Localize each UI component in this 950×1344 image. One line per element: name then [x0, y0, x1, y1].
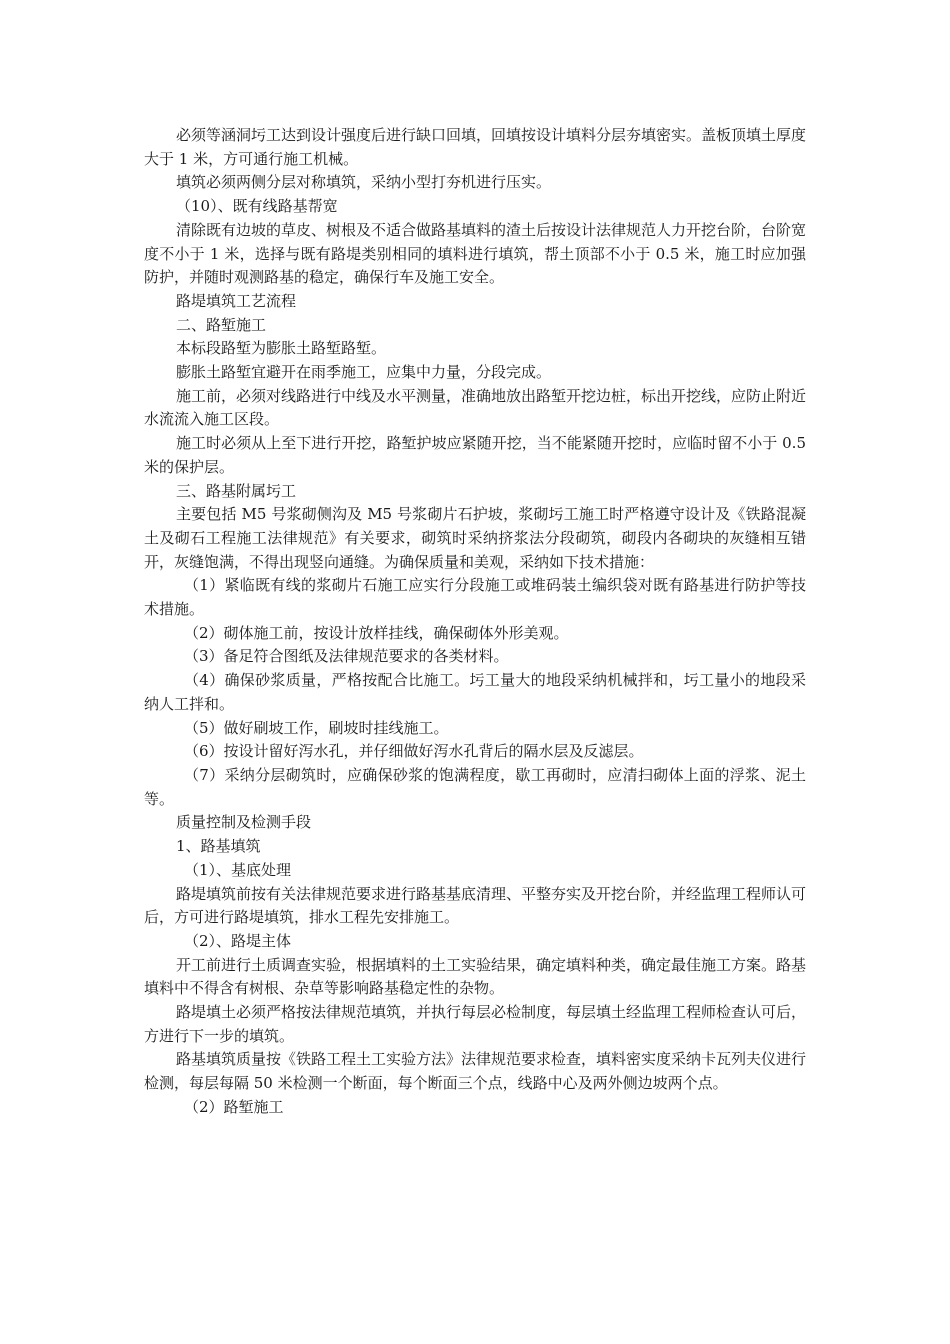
paragraph: （1）、基底处理 — [184, 860, 292, 879]
paragraph: 膨胀土路堑宜避开在雨季施工，应集中力量，分段完成。 — [176, 363, 552, 382]
paragraph: 施工前，必须对线路进行中线及水平测量，准确地放出路堑开挖边桩，标出开挖线，应防止附近水流流入施工区段。 — [144, 386, 807, 429]
paragraph: （7）采纳分层砌筑时，应确保砂浆的饱满程度，歇工再砌时，应清扫砌体上面的浮浆、泥土等。 — [144, 765, 806, 808]
paragraph: 三、路基附属圬工 — [176, 481, 297, 500]
paragraph: （2）路堑施工 — [184, 1097, 284, 1116]
paragraph: （1）紧临既有线的浆砌片石施工应实行分段施工或堆码装土编织袋对既有路基进行防护等技术措施。 — [144, 576, 806, 619]
paragraph: 质量控制及检测手段 — [176, 813, 312, 832]
paragraph: 路堤填筑工艺流程 — [176, 291, 297, 310]
paragraph: 1、路基填筑 — [176, 837, 261, 856]
paragraph: 二、路堑施工 — [176, 315, 267, 334]
paragraph: （5）做好刷坡工作，刷坡时挂线施工。 — [184, 718, 449, 737]
paragraph: （4）确保砂浆质量，严格按配合比施工。圬工量大的地段采纳机械拌和，圬工量小的地段采纳人工拌和。 — [144, 671, 806, 713]
paragraph: （2）、路堤主体 — [184, 931, 292, 950]
paragraph: 主要包括 M5 号浆砌侧沟及 M5 号浆砌片石护坡，浆砌圬工施工时严格遵守设计及《铁路混凝土及砌石工程施工法律规范》有关要求，砌筑时采纳挤浆法分段砌筑，砌段内各砌块的灰缝相互错开，灰缝饱满，不得出现竖向通缝。为确保质量和美观，采纳如下技术措施： — [144, 505, 806, 571]
paragraph: 必须等涵洞圬工达到设计强度后进行缺口回填，回填按设计填料分层夯填密实。盖板顶填土厚度大于 1 米，方可通行施工机械。 — [144, 126, 807, 168]
paragraph: 本标段路堑为膨胀土路堑路堑。 — [176, 339, 387, 358]
paragraph: （6）按设计留好泻水孔，并仔细做好泻水孔背后的隔水层及反滤层。 — [184, 742, 644, 761]
paragraph: 施工时必须从上至下进行开挖，路堑护坡应紧随开挖，当不能紧随开挖时，应临时留不小于 0.5 米的保护层。 — [144, 434, 806, 476]
paragraph: 填筑必须两侧分层对称填筑，采纳小型打夯机进行压实。 — [176, 173, 552, 192]
paragraph: 路堤填土必须严格按法律规范填筑，并执行每层必检制度，每层填土经监理工程师检查认可后，方进行下一步的填筑。 — [144, 1003, 807, 1045]
paragraph: （3）备足符合图纸及法律规范要求的各类材料。 — [184, 647, 509, 666]
document-body — [144, 124, 806, 1120]
paragraph: 路堤填筑前按有关法律规范要求进行路基基底清理、平整夯实及开挖台阶，并经监理工程师认可后，方可进行路堤填筑，排水工程先安排施工。 — [144, 884, 807, 927]
paragraph: 开工前进行土质调查实验，根据填料的土工实验结果，确定填料种类，确定最佳施工方案。路基填料中不得含有树根、杂草等影响路基稳定性的杂物。 — [144, 955, 807, 998]
paragraph: （10）、既有线路基帮宽 — [176, 197, 338, 216]
paragraph: （2）砌体施工前，按设计放样挂线，确保砌体外形美观。 — [184, 623, 569, 642]
paragraph: 路基填筑质量按《铁路工程土工实验方法》法律规范要求检查，填料密实度采纳卡瓦列夫仪进行检测，每层每隔 50 米检测一个断面，每个断面三个点，线路中心及两外侧边坡两个点。 — [144, 1050, 807, 1093]
paragraph: 清除既有边坡的草皮、树根及不适合做路基填料的渣土后按设计法律规范人力开挖台阶，台阶宽度不小于 1 米，选择与既有路堤类别相同的填料进行填筑，帮土顶部不小于 0.5 米，施工时应加强防护，并随时观测路基的稳定，确保行车及施工安全。 — [144, 220, 807, 287]
